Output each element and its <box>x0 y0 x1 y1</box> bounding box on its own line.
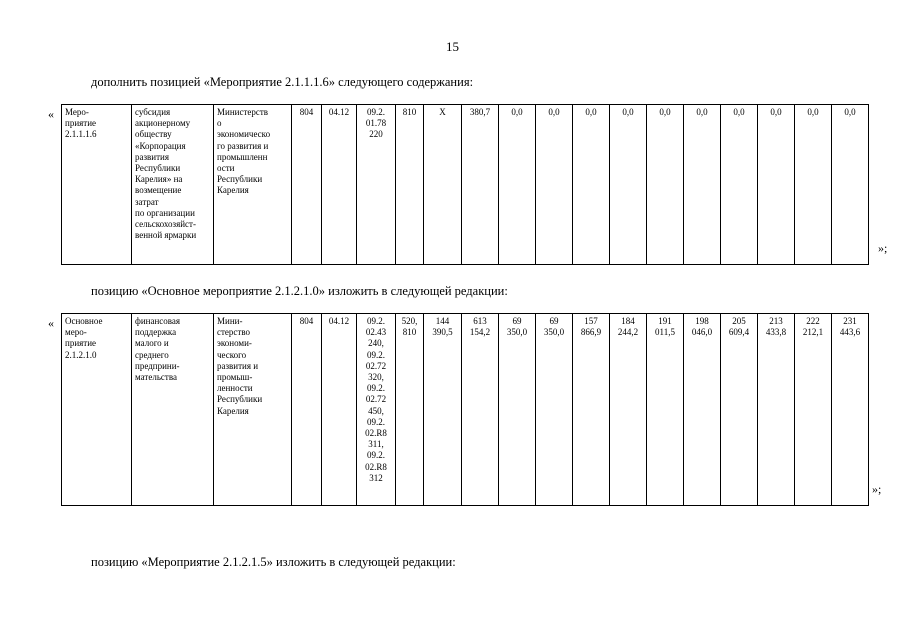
close-quote: »; <box>872 482 882 496</box>
table-row <box>62 314 869 506</box>
cell-value: 0,0 <box>548 107 560 117</box>
cell-description: финансовая поддержка малого и среднего предприни- мательства <box>135 316 181 383</box>
cell-value: 0,0 <box>733 107 745 117</box>
cell-value: 613 154,2 <box>469 316 491 338</box>
cell-value: 184 244,2 <box>617 316 639 338</box>
cell-code-x: X <box>439 107 446 117</box>
cell-value: 0,0 <box>622 107 634 117</box>
cell-value: 0,0 <box>844 107 856 117</box>
cell-code-grbs: 804 <box>299 316 314 326</box>
page-number: 15 <box>446 39 459 54</box>
cell-value: 0,0 <box>511 107 523 117</box>
cell-executor: Министерств о экономическо го развития и промышленн ости Республики Карелия <box>217 107 271 196</box>
cell-value: 0,0 <box>585 107 597 117</box>
cell-code-section: 04.12 <box>328 107 350 117</box>
cell-description: субсидия акционерному обществу «Корпорация развития Республики Карелия» на возмещение затрат по организации сельскохозяйст- венной ярмарки <box>135 107 197 241</box>
cell-code-type: 810 <box>402 107 417 117</box>
cell-value: 69 350,0 <box>506 316 528 338</box>
cell-value: 205 609,4 <box>728 316 750 338</box>
cell-value: 0,0 <box>659 107 671 117</box>
cell-value: 69 350,0 <box>543 316 565 338</box>
cell-value: 222 212,1 <box>802 316 824 338</box>
cell-code-type: 520, 810 <box>401 316 418 338</box>
cell-value: 144 390,5 <box>432 316 453 338</box>
cell-code-section: 04.12 <box>328 316 350 326</box>
table-row <box>62 105 869 265</box>
cell-name: Основное меро- приятие 2.1.2.1.0 <box>65 316 103 360</box>
cell-value: 0,0 <box>770 107 782 117</box>
close-quote: »; <box>878 241 888 255</box>
table-measure-2-1-1-1-6 <box>61 104 869 265</box>
cell-value: 191 011,5 <box>655 316 675 338</box>
cell-value: 231 443,6 <box>839 316 861 338</box>
cell-value: 157 866,9 <box>580 316 602 338</box>
cell-code-grbs: 804 <box>299 107 314 117</box>
cell-value: 0,0 <box>696 107 708 117</box>
cell-value: 213 433,8 <box>765 316 787 338</box>
paragraph-main-measure: позицию «Основное мероприятие 2.1.2.1.0» изложить в следующей редакции: <box>91 284 508 298</box>
cell-value: 198 046,0 <box>691 316 713 338</box>
cell-executor: Мини- стерство экономи- ческого развития и промыш- ленности Республики Карелия <box>217 316 263 416</box>
open-quote: « <box>48 107 54 121</box>
table-main-measure-2-1-2-1-0 <box>61 313 869 506</box>
cell-value: 0,0 <box>807 107 819 117</box>
cell-code-target: 09.2. 01.78 220 <box>365 107 387 140</box>
paragraph-add-position: дополнить позицией «Мероприятие 2.1.1.1.6» следующего содержания: <box>91 75 474 89</box>
cell-code-target: 09.2. 02.43 240, 09.2. 02.72 320, 09.2. 02.72 450, 09.2. 02.R8 311, 09.2. 02.R8 312 <box>365 316 387 483</box>
cell-name: Меро- приятие 2.1.1.1.6 <box>65 107 97 140</box>
cell-value: 380,7 <box>469 107 491 117</box>
paragraph-measure-2-1-2-1-5: позицию «Мероприятие 2.1.2.1.5» изложить в следующей редакции: <box>91 555 456 569</box>
open-quote: « <box>48 316 54 330</box>
